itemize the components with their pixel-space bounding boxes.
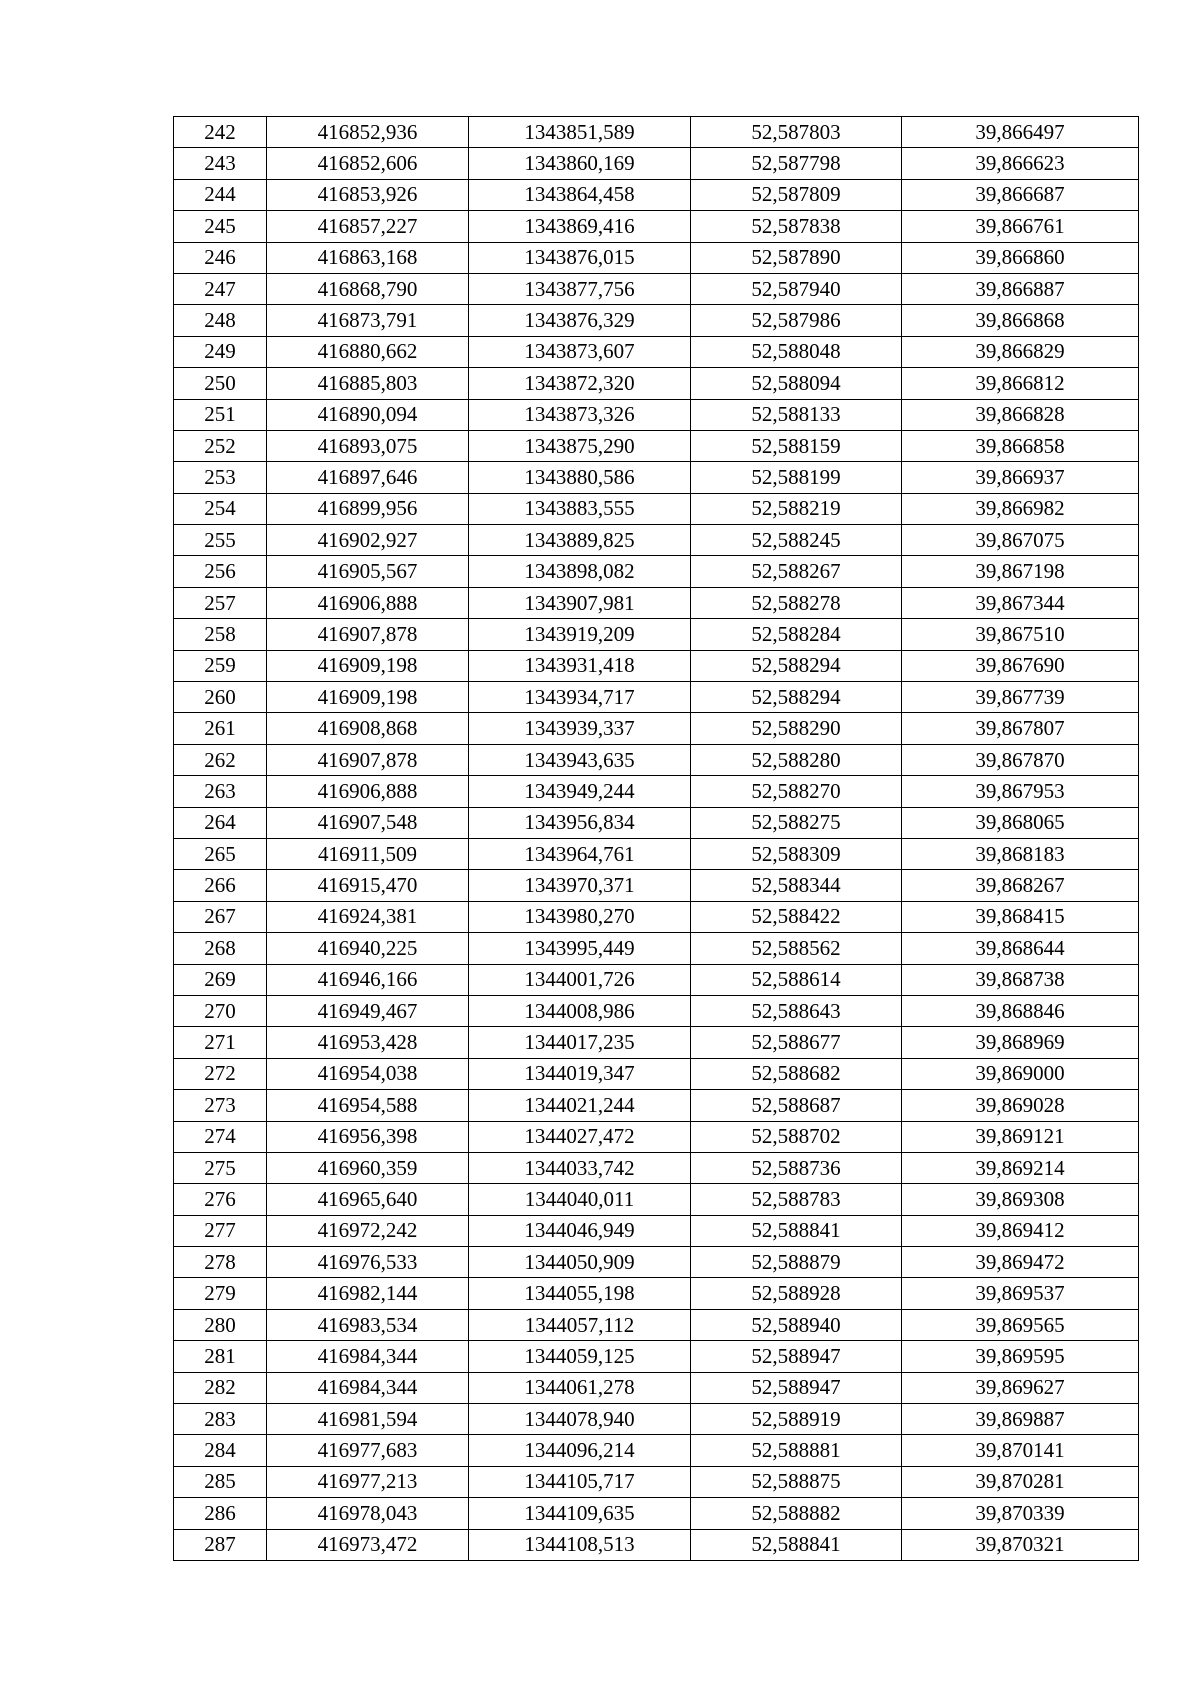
table-row — [174, 1247, 1139, 1278]
point-number-cell: 284 — [174, 1435, 267, 1466]
latitude-cell: 52,588677 — [691, 1027, 902, 1058]
latitude-cell: 52,588280 — [691, 744, 902, 775]
coordinate-x-cell: 416973,472 — [267, 1529, 469, 1560]
coordinate-y-cell: 1344008,986 — [469, 995, 691, 1026]
coordinate-y-cell: 1343875,290 — [469, 430, 691, 461]
coordinate-x-cell: 416981,594 — [267, 1404, 469, 1435]
table-row — [174, 1309, 1139, 1340]
coordinate-y-cell: 1344061,278 — [469, 1372, 691, 1403]
point-number-cell: 253 — [174, 462, 267, 493]
point-number-cell: 277 — [174, 1215, 267, 1246]
coordinate-y-cell: 1344027,472 — [469, 1121, 691, 1152]
latitude-cell: 52,588882 — [691, 1498, 902, 1529]
coordinate-x-cell: 416905,567 — [267, 556, 469, 587]
point-number-cell: 285 — [174, 1466, 267, 1497]
table-row — [174, 1466, 1139, 1497]
coordinate-y-cell: 1343851,589 — [469, 117, 691, 148]
table-row — [174, 462, 1139, 493]
latitude-cell: 52,588783 — [691, 1184, 902, 1215]
longitude-cell: 39,870339 — [902, 1498, 1139, 1529]
point-number-cell: 273 — [174, 1090, 267, 1121]
coordinate-y-cell: 1344046,949 — [469, 1215, 691, 1246]
coordinate-x-cell: 416907,878 — [267, 619, 469, 650]
coordinate-x-cell: 416982,144 — [267, 1278, 469, 1309]
table-row — [174, 1215, 1139, 1246]
table-row — [174, 1498, 1139, 1529]
longitude-cell: 39,869472 — [902, 1247, 1139, 1278]
point-number-cell: 257 — [174, 587, 267, 618]
longitude-cell: 39,867690 — [902, 650, 1139, 681]
point-number-cell: 275 — [174, 1152, 267, 1183]
latitude-cell: 52,588841 — [691, 1529, 902, 1560]
latitude-cell: 52,588947 — [691, 1372, 902, 1403]
longitude-cell: 39,868415 — [902, 901, 1139, 932]
longitude-cell: 39,869627 — [902, 1372, 1139, 1403]
coordinate-y-cell: 1343949,244 — [469, 776, 691, 807]
latitude-cell: 52,588879 — [691, 1247, 902, 1278]
coordinate-x-cell: 416906,888 — [267, 776, 469, 807]
coordinate-y-cell: 1344040,011 — [469, 1184, 691, 1215]
coordinate-x-cell: 416880,662 — [267, 336, 469, 367]
point-number-cell: 251 — [174, 399, 267, 430]
coordinate-x-cell: 416978,043 — [267, 1498, 469, 1529]
point-number-cell: 262 — [174, 744, 267, 775]
table-row — [174, 1404, 1139, 1435]
table-row — [174, 1278, 1139, 1309]
table-row — [174, 399, 1139, 430]
coordinate-x-cell: 416890,094 — [267, 399, 469, 430]
table-row — [174, 901, 1139, 932]
table-row — [174, 807, 1139, 838]
longitude-cell: 39,869887 — [902, 1404, 1139, 1435]
table-row — [174, 493, 1139, 524]
table-row — [174, 1529, 1139, 1560]
table-row — [174, 525, 1139, 556]
point-number-cell: 270 — [174, 995, 267, 1026]
point-number-cell: 280 — [174, 1309, 267, 1340]
coordinate-x-cell: 416956,398 — [267, 1121, 469, 1152]
latitude-cell: 52,587803 — [691, 117, 902, 148]
coordinate-y-cell: 1343873,607 — [469, 336, 691, 367]
coordinate-x-cell: 416852,936 — [267, 117, 469, 148]
coordinate-y-cell: 1344059,125 — [469, 1341, 691, 1372]
longitude-cell: 39,866868 — [902, 305, 1139, 336]
coordinate-y-cell: 1344033,742 — [469, 1152, 691, 1183]
latitude-cell: 52,587986 — [691, 305, 902, 336]
coordinate-x-cell: 416902,927 — [267, 525, 469, 556]
table-row — [174, 682, 1139, 713]
table-row — [174, 619, 1139, 650]
coordinate-y-cell: 1343873,326 — [469, 399, 691, 430]
latitude-cell: 52,588928 — [691, 1278, 902, 1309]
point-number-cell: 249 — [174, 336, 267, 367]
latitude-cell: 52,588270 — [691, 776, 902, 807]
longitude-cell: 39,869000 — [902, 1058, 1139, 1089]
coordinate-x-cell: 416946,166 — [267, 964, 469, 995]
point-number-cell: 278 — [174, 1247, 267, 1278]
latitude-cell: 52,588881 — [691, 1435, 902, 1466]
longitude-cell: 39,866812 — [902, 368, 1139, 399]
table-row — [174, 430, 1139, 461]
point-number-cell: 263 — [174, 776, 267, 807]
point-number-cell: 250 — [174, 368, 267, 399]
latitude-cell: 52,588875 — [691, 1466, 902, 1497]
coordinate-x-cell: 416977,683 — [267, 1435, 469, 1466]
table-row — [174, 995, 1139, 1026]
coordinate-x-cell: 416909,198 — [267, 682, 469, 713]
coordinate-y-cell: 1343898,082 — [469, 556, 691, 587]
longitude-cell: 39,866623 — [902, 148, 1139, 179]
longitude-cell: 39,870141 — [902, 1435, 1139, 1466]
coordinate-y-cell: 1343956,834 — [469, 807, 691, 838]
longitude-cell: 39,867198 — [902, 556, 1139, 587]
table-row — [174, 148, 1139, 179]
table-row — [174, 368, 1139, 399]
coordinate-y-cell: 1343876,329 — [469, 305, 691, 336]
coordinate-x-cell: 416907,878 — [267, 744, 469, 775]
point-number-cell: 271 — [174, 1027, 267, 1058]
point-number-cell: 261 — [174, 713, 267, 744]
coordinate-y-cell: 1343995,449 — [469, 933, 691, 964]
coordinate-x-cell: 416873,791 — [267, 305, 469, 336]
latitude-cell: 52,588267 — [691, 556, 902, 587]
longitude-cell: 39,867739 — [902, 682, 1139, 713]
coordinate-x-cell: 416907,548 — [267, 807, 469, 838]
coordinate-y-cell: 1344055,198 — [469, 1278, 691, 1309]
coordinate-y-cell: 1343860,169 — [469, 148, 691, 179]
longitude-cell: 39,869214 — [902, 1152, 1139, 1183]
table-row — [174, 305, 1139, 336]
longitude-cell: 39,866982 — [902, 493, 1139, 524]
table-row — [174, 776, 1139, 807]
longitude-cell: 39,869412 — [902, 1215, 1139, 1246]
point-number-cell: 260 — [174, 682, 267, 713]
coordinate-x-cell: 416972,242 — [267, 1215, 469, 1246]
longitude-cell: 39,868846 — [902, 995, 1139, 1026]
coordinate-x-cell: 416899,956 — [267, 493, 469, 524]
latitude-cell: 52,588294 — [691, 650, 902, 681]
point-number-cell: 283 — [174, 1404, 267, 1435]
point-number-cell: 265 — [174, 838, 267, 869]
longitude-cell: 39,868267 — [902, 870, 1139, 901]
coordinate-y-cell: 1343889,825 — [469, 525, 691, 556]
point-number-cell: 274 — [174, 1121, 267, 1152]
coordinate-y-cell: 1343864,458 — [469, 179, 691, 210]
table-row — [174, 933, 1139, 964]
coordinate-y-cell: 1343876,015 — [469, 242, 691, 273]
longitude-cell: 39,867075 — [902, 525, 1139, 556]
table-row — [174, 336, 1139, 367]
longitude-cell: 39,870281 — [902, 1466, 1139, 1497]
table-row — [174, 1027, 1139, 1058]
table-row — [174, 211, 1139, 242]
longitude-cell: 39,868738 — [902, 964, 1139, 995]
coordinate-x-cell: 416863,168 — [267, 242, 469, 273]
latitude-cell: 52,587809 — [691, 179, 902, 210]
point-number-cell: 266 — [174, 870, 267, 901]
coordinate-x-cell: 416868,790 — [267, 273, 469, 304]
point-number-cell: 279 — [174, 1278, 267, 1309]
point-number-cell: 259 — [174, 650, 267, 681]
latitude-cell: 52,588562 — [691, 933, 902, 964]
coordinate-y-cell: 1343970,371 — [469, 870, 691, 901]
longitude-cell: 39,866860 — [902, 242, 1139, 273]
coordinate-x-cell: 416909,198 — [267, 650, 469, 681]
table-row — [174, 1372, 1139, 1403]
coordinate-y-cell: 1343907,981 — [469, 587, 691, 618]
latitude-cell: 52,588278 — [691, 587, 902, 618]
longitude-cell: 39,866858 — [902, 430, 1139, 461]
point-number-cell: 286 — [174, 1498, 267, 1529]
latitude-cell: 52,588245 — [691, 525, 902, 556]
longitude-cell: 39,866887 — [902, 273, 1139, 304]
table-row — [174, 744, 1139, 775]
coordinate-y-cell: 1343934,717 — [469, 682, 691, 713]
coordinate-x-cell: 416984,344 — [267, 1341, 469, 1372]
longitude-cell: 39,866687 — [902, 179, 1139, 210]
coordinate-y-cell: 1343939,337 — [469, 713, 691, 744]
coordinate-y-cell: 1344078,940 — [469, 1404, 691, 1435]
latitude-cell: 52,588422 — [691, 901, 902, 932]
coordinate-y-cell: 1343943,635 — [469, 744, 691, 775]
longitude-cell: 39,869595 — [902, 1341, 1139, 1372]
point-number-cell: 264 — [174, 807, 267, 838]
coordinate-y-cell: 1344021,244 — [469, 1090, 691, 1121]
longitude-cell: 39,868969 — [902, 1027, 1139, 1058]
coordinate-y-cell: 1344057,112 — [469, 1309, 691, 1340]
coordinate-y-cell: 1344019,347 — [469, 1058, 691, 1089]
table-row — [174, 242, 1139, 273]
latitude-cell: 52,588947 — [691, 1341, 902, 1372]
coordinate-y-cell: 1344096,214 — [469, 1435, 691, 1466]
longitude-cell: 39,869308 — [902, 1184, 1139, 1215]
longitude-cell: 39,868183 — [902, 838, 1139, 869]
coordinate-x-cell: 416853,926 — [267, 179, 469, 210]
longitude-cell: 39,868065 — [902, 807, 1139, 838]
table-row — [174, 1184, 1139, 1215]
coordinate-y-cell: 1343919,209 — [469, 619, 691, 650]
latitude-cell: 52,588919 — [691, 1404, 902, 1435]
longitude-cell: 39,866829 — [902, 336, 1139, 367]
latitude-cell: 52,588841 — [691, 1215, 902, 1246]
latitude-cell: 52,588687 — [691, 1090, 902, 1121]
point-number-cell: 287 — [174, 1529, 267, 1560]
coordinate-x-cell: 416911,509 — [267, 838, 469, 869]
coordinates-table-body — [174, 117, 1139, 1561]
table-row — [174, 556, 1139, 587]
latitude-cell: 52,588614 — [691, 964, 902, 995]
longitude-cell: 39,869028 — [902, 1090, 1139, 1121]
coordinate-x-cell: 416857,227 — [267, 211, 469, 242]
coordinate-x-cell: 416960,359 — [267, 1152, 469, 1183]
coordinate-y-cell: 1344050,909 — [469, 1247, 691, 1278]
coordinate-y-cell: 1344001,726 — [469, 964, 691, 995]
longitude-cell: 39,866497 — [902, 117, 1139, 148]
coordinate-y-cell: 1343877,756 — [469, 273, 691, 304]
coordinate-x-cell: 416954,038 — [267, 1058, 469, 1089]
latitude-cell: 52,588702 — [691, 1121, 902, 1152]
coordinate-x-cell: 416965,640 — [267, 1184, 469, 1215]
table-row — [174, 870, 1139, 901]
coordinate-x-cell: 416953,428 — [267, 1027, 469, 1058]
latitude-cell: 52,587890 — [691, 242, 902, 273]
coordinate-y-cell: 1343869,416 — [469, 211, 691, 242]
longitude-cell: 39,869537 — [902, 1278, 1139, 1309]
coordinate-y-cell: 1344109,635 — [469, 1498, 691, 1529]
point-number-cell: 252 — [174, 430, 267, 461]
table-row — [174, 587, 1139, 618]
point-number-cell: 248 — [174, 305, 267, 336]
latitude-cell: 52,588309 — [691, 838, 902, 869]
latitude-cell: 52,587940 — [691, 273, 902, 304]
longitude-cell: 39,867344 — [902, 587, 1139, 618]
coordinate-y-cell: 1344108,513 — [469, 1529, 691, 1560]
point-number-cell: 255 — [174, 525, 267, 556]
table-row — [174, 1121, 1139, 1152]
coordinate-x-cell: 416897,646 — [267, 462, 469, 493]
coordinate-x-cell: 416908,868 — [267, 713, 469, 744]
latitude-cell: 52,588736 — [691, 1152, 902, 1183]
point-number-cell: 258 — [174, 619, 267, 650]
latitude-cell: 52,588284 — [691, 619, 902, 650]
latitude-cell: 52,587798 — [691, 148, 902, 179]
latitude-cell: 52,588219 — [691, 493, 902, 524]
longitude-cell: 39,866761 — [902, 211, 1139, 242]
longitude-cell: 39,867807 — [902, 713, 1139, 744]
longitude-cell: 39,867870 — [902, 744, 1139, 775]
point-number-cell: 246 — [174, 242, 267, 273]
point-number-cell: 242 — [174, 117, 267, 148]
table-row — [174, 1341, 1139, 1372]
coordinate-y-cell: 1343964,761 — [469, 838, 691, 869]
point-number-cell: 281 — [174, 1341, 267, 1372]
latitude-cell: 52,588275 — [691, 807, 902, 838]
coordinate-x-cell: 416954,588 — [267, 1090, 469, 1121]
coordinate-y-cell: 1344105,717 — [469, 1466, 691, 1497]
latitude-cell: 52,588294 — [691, 682, 902, 713]
coordinate-y-cell: 1343883,555 — [469, 493, 691, 524]
point-number-cell: 256 — [174, 556, 267, 587]
table-row — [174, 964, 1139, 995]
latitude-cell: 52,588133 — [691, 399, 902, 430]
longitude-cell: 39,870321 — [902, 1529, 1139, 1560]
table-row — [174, 1090, 1139, 1121]
point-number-cell: 245 — [174, 211, 267, 242]
longitude-cell: 39,866828 — [902, 399, 1139, 430]
coordinate-x-cell: 416852,606 — [267, 148, 469, 179]
coordinate-x-cell: 416984,344 — [267, 1372, 469, 1403]
latitude-cell: 52,588344 — [691, 870, 902, 901]
coordinate-x-cell: 416924,381 — [267, 901, 469, 932]
coordinate-y-cell: 1344017,235 — [469, 1027, 691, 1058]
coordinate-x-cell: 416940,225 — [267, 933, 469, 964]
latitude-cell: 52,588159 — [691, 430, 902, 461]
latitude-cell: 52,588094 — [691, 368, 902, 399]
point-number-cell: 282 — [174, 1372, 267, 1403]
point-number-cell: 254 — [174, 493, 267, 524]
point-number-cell: 243 — [174, 148, 267, 179]
point-number-cell: 276 — [174, 1184, 267, 1215]
table-row — [174, 838, 1139, 869]
coordinate-x-cell: 416976,533 — [267, 1247, 469, 1278]
table-row — [174, 1435, 1139, 1466]
coordinate-y-cell: 1343872,320 — [469, 368, 691, 399]
point-number-cell: 268 — [174, 933, 267, 964]
coordinate-y-cell: 1343880,586 — [469, 462, 691, 493]
latitude-cell: 52,588199 — [691, 462, 902, 493]
longitude-cell: 39,866937 — [902, 462, 1139, 493]
point-number-cell: 267 — [174, 901, 267, 932]
latitude-cell: 52,588290 — [691, 713, 902, 744]
point-number-cell: 247 — [174, 273, 267, 304]
coordinate-y-cell: 1343980,270 — [469, 901, 691, 932]
coordinates-table — [173, 116, 1139, 1561]
table-row — [174, 1152, 1139, 1183]
latitude-cell: 52,588643 — [691, 995, 902, 1026]
coordinate-x-cell: 416915,470 — [267, 870, 469, 901]
coordinate-y-cell: 1343931,418 — [469, 650, 691, 681]
longitude-cell: 39,869565 — [902, 1309, 1139, 1340]
coordinate-x-cell: 416885,803 — [267, 368, 469, 399]
latitude-cell: 52,587838 — [691, 211, 902, 242]
latitude-cell: 52,588682 — [691, 1058, 902, 1089]
latitude-cell: 52,588940 — [691, 1309, 902, 1340]
table-row — [174, 713, 1139, 744]
longitude-cell: 39,868644 — [902, 933, 1139, 964]
longitude-cell: 39,869121 — [902, 1121, 1139, 1152]
coordinate-x-cell: 416977,213 — [267, 1466, 469, 1497]
point-number-cell: 269 — [174, 964, 267, 995]
point-number-cell: 244 — [174, 179, 267, 210]
coordinate-x-cell: 416906,888 — [267, 587, 469, 618]
longitude-cell: 39,867510 — [902, 619, 1139, 650]
latitude-cell: 52,588048 — [691, 336, 902, 367]
table-row — [174, 650, 1139, 681]
table-row — [174, 1058, 1139, 1089]
coordinate-x-cell: 416983,534 — [267, 1309, 469, 1340]
coordinate-x-cell: 416949,467 — [267, 995, 469, 1026]
table-row — [174, 117, 1139, 148]
longitude-cell: 39,867953 — [902, 776, 1139, 807]
table-row — [174, 179, 1139, 210]
coordinate-x-cell: 416893,075 — [267, 430, 469, 461]
table-row — [174, 273, 1139, 304]
point-number-cell: 272 — [174, 1058, 267, 1089]
